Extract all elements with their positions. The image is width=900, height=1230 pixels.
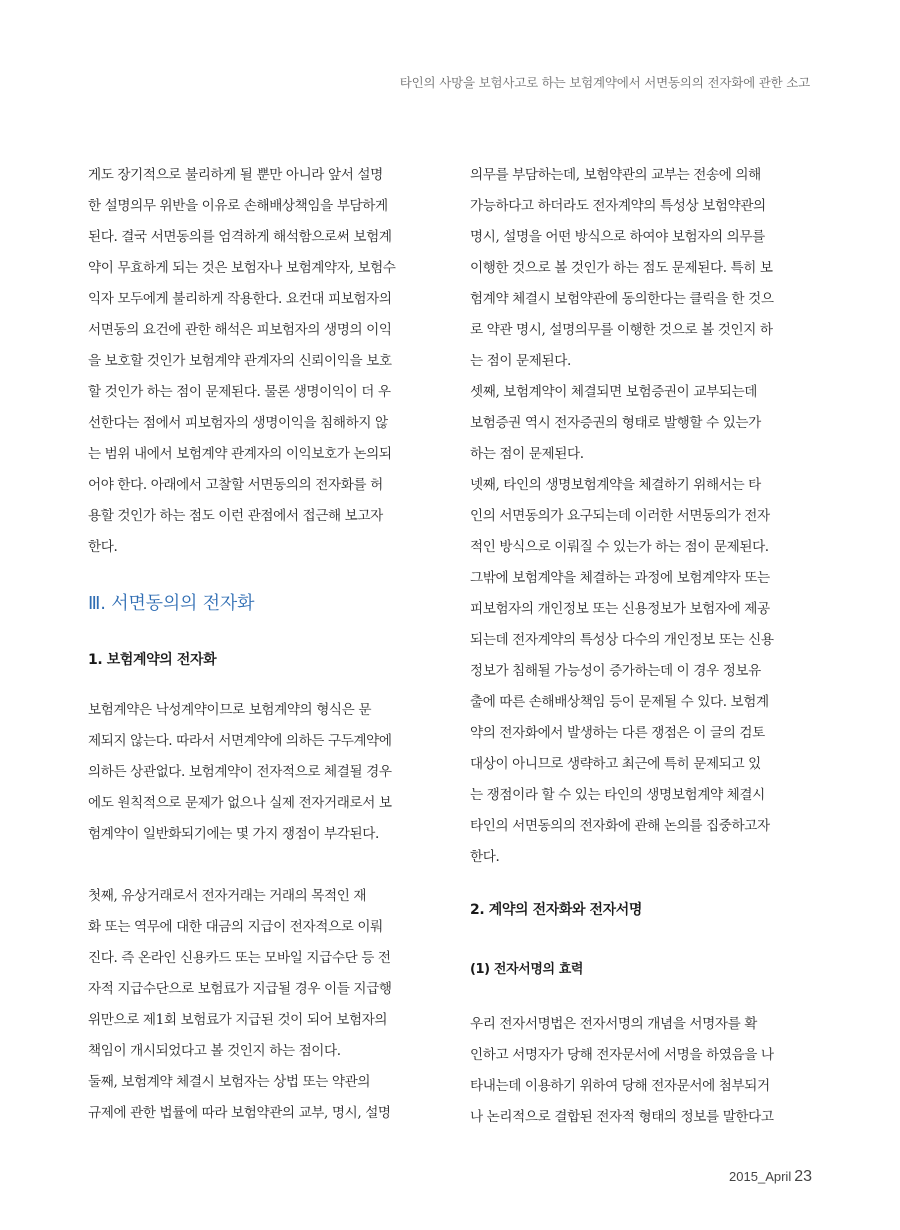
text-line: 익자 모두에게 불리하게 작용한다. 요컨대 피보험자의 xyxy=(88,291,392,307)
text-line: 하는 점이 문제된다. xyxy=(470,446,584,462)
text-line: 한다. xyxy=(88,539,118,555)
right-column xyxy=(470,160,810,1133)
text-line: 험계약이 일반화되기에는 몇 가지 쟁점이 부각된다. xyxy=(88,826,379,842)
text-line: 책임이 개시되었다고 볼 것인지 하는 점이다. xyxy=(88,1043,341,1059)
text-line: 타내는데 이용하기 위하여 당해 전자문서에 첨부되거 xyxy=(470,1078,770,1094)
text-line: 한 설명의무 위반을 이유로 손해배상책임을 부담하게 xyxy=(88,198,388,214)
text-line: 인의 서면동의가 요구되는데 이러한 서면동의가 전자 xyxy=(470,508,770,524)
sub-subsection-heading: (1) 전자서명의 효력 xyxy=(470,962,584,977)
text-line: 된다. 결국 서면동의를 엄격하게 해석함으로써 보험계 xyxy=(88,229,392,245)
text-line: 위만으로 제1회 보험료가 지급된 것이 되어 보험자의 xyxy=(88,1012,388,1028)
text-line: 대상이 아니므로 생략하고 최근에 특히 문제되고 있 xyxy=(470,756,761,772)
text-line: 선한다는 점에서 피보험자의 생명이익을 침해하지 않 xyxy=(88,415,388,431)
text-line: 가능하다고 하더라도 전자계약의 특성상 보험약관의 xyxy=(470,198,766,214)
text-line: 타인의 서면동의의 전자화에 관해 논의를 집중하고자 xyxy=(470,818,770,834)
text-line: 그밖에 보험계약을 체결하는 과정에 보험계약자 또는 xyxy=(470,570,770,586)
text-line: 어야 한다. 아래에서 고찰할 서면동의의 전자화를 허 xyxy=(88,477,383,493)
text-line: 의하든 상관없다. 보험계약이 전자적으로 체결될 경우 xyxy=(88,764,392,780)
text-line: 정보가 침해될 가능성이 증가하는데 이 경우 정보유 xyxy=(470,663,761,679)
text-line: 의무를 부담하는데, 보험약관의 교부는 전송에 의해 xyxy=(470,167,761,183)
text-line: 로 약관 명시, 설명의무를 이행한 것으로 볼 것인지 하 xyxy=(470,322,773,338)
text-line: 제되지 않는다. 따라서 서면계약에 의하든 구두계약에 xyxy=(88,733,392,749)
text-line: 명시, 설명을 어떤 방식으로 하여야 보험자의 의무를 xyxy=(470,229,765,245)
text-line: 첫째, 유상거래로서 전자거래는 거래의 목적인 재 xyxy=(88,888,367,904)
text-line: 보험증권 역시 전자증권의 형태로 발행할 수 있는가 xyxy=(470,415,761,431)
subsection-heading: 1. 보험계약의 전자화 xyxy=(88,652,217,668)
text-line: 한다. xyxy=(470,849,500,865)
text-line: 우리 전자서명법은 전자서명의 개념을 서명자를 확 xyxy=(470,1016,757,1032)
issue-label: 2015_April xyxy=(729,1169,792,1184)
text-line: 보험계약은 낙성계약이므로 보험계약의 형식은 문 xyxy=(88,702,372,718)
page-footer xyxy=(729,1168,812,1186)
text-line: 게도 장기적으로 불리하게 될 뿐만 아니라 앞서 설명 xyxy=(88,167,383,183)
text-line: 에도 원칙적으로 문제가 없으나 실제 전자거래로서 보 xyxy=(88,795,392,811)
text-line: 험계약 체결시 보험약관에 동의한다는 클릭을 한 것으 xyxy=(470,291,774,307)
body-paragraph xyxy=(470,1009,810,1133)
section-heading: Ⅲ. 서면동의의 전자화 xyxy=(88,593,255,614)
text-line: 되는데 전자계약의 특성상 다수의 개인정보 또는 신용 xyxy=(470,632,774,648)
text-line: 는 쟁점이라 할 수 있는 타인의 생명보험계약 체결시 xyxy=(470,787,765,803)
subsection-heading: 2. 계약의 전자화와 전자서명 xyxy=(470,902,643,918)
text-line: 피보험자의 개인정보 또는 신용정보가 보험자에 제공 xyxy=(470,601,770,617)
text-line: 셋째, 보험계약이 체결되면 보험증권이 교부되는데 xyxy=(470,384,757,400)
text-line: 둘째, 보험계약 체결시 보험자는 상법 또는 약관의 xyxy=(88,1074,371,1090)
text-line: 화 또는 역무에 대한 대금의 지급이 전자적으로 이뤄 xyxy=(88,919,383,935)
intro-paragraph xyxy=(88,160,428,563)
text-line: 인하고 서명자가 당해 전자문서에 서명을 하였음을 나 xyxy=(470,1047,774,1063)
text-line: 출에 따른 손해배상책임 등이 문제될 수 있다. 보험계 xyxy=(470,694,769,710)
text-line: 서면동의 요건에 관한 해석은 피보험자의 생명의 이익 xyxy=(88,322,392,338)
text-line: 약의 전자화에서 발생하는 다른 쟁점은 이 글의 검토 xyxy=(470,725,765,741)
text-line: 규제에 관한 법률에 따라 보험약관의 교부, 명시, 설명 xyxy=(88,1105,391,1121)
text-line: 넷째, 타인의 생명보험계약을 체결하기 위해서는 타 xyxy=(470,477,761,493)
running-header: 타인의 사망을 보험사고로 하는 보험계약에서 서면동의의 전자화에 관한 소고 xyxy=(399,75,810,90)
text-line: 약이 무효하게 되는 것은 보험자나 보험계약자, 보험수 xyxy=(88,260,396,276)
body-paragraph xyxy=(88,695,428,850)
page-number: 23 xyxy=(794,1168,812,1185)
body-paragraph xyxy=(88,881,428,1129)
text-line: 자적 지급수단으로 보험료가 지급될 경우 이들 지급행 xyxy=(88,981,392,997)
text-line: 적인 방식으로 이뤄질 수 있는가 하는 점이 문제된다. xyxy=(470,539,769,555)
text-line: 이행한 것으로 볼 것인가 하는 점도 문제된다. 특히 보 xyxy=(470,260,773,276)
text-line: 을 보호할 것인가 보험계약 관계자의 신뢰이익을 보호 xyxy=(88,353,392,369)
text-line: 는 범위 내에서 보험계약 관계자의 이익보호가 논의되 xyxy=(88,446,392,462)
text-line: 용할 것인가 하는 점도 이런 관점에서 접근해 보고자 xyxy=(88,508,383,524)
text-line: 할 것인가 하는 점이 문제된다. 물론 생명이익이 더 우 xyxy=(88,384,391,400)
text-line: 나 논리적으로 결합된 전자적 형태의 정보를 말한다고 xyxy=(470,1109,774,1125)
text-line: 진다. 즉 온라인 신용카드 또는 모바일 지급수단 등 전 xyxy=(88,950,391,966)
left-column xyxy=(88,160,428,1129)
text-line: 는 점이 문제된다. xyxy=(470,353,571,369)
body-paragraph xyxy=(470,160,810,873)
